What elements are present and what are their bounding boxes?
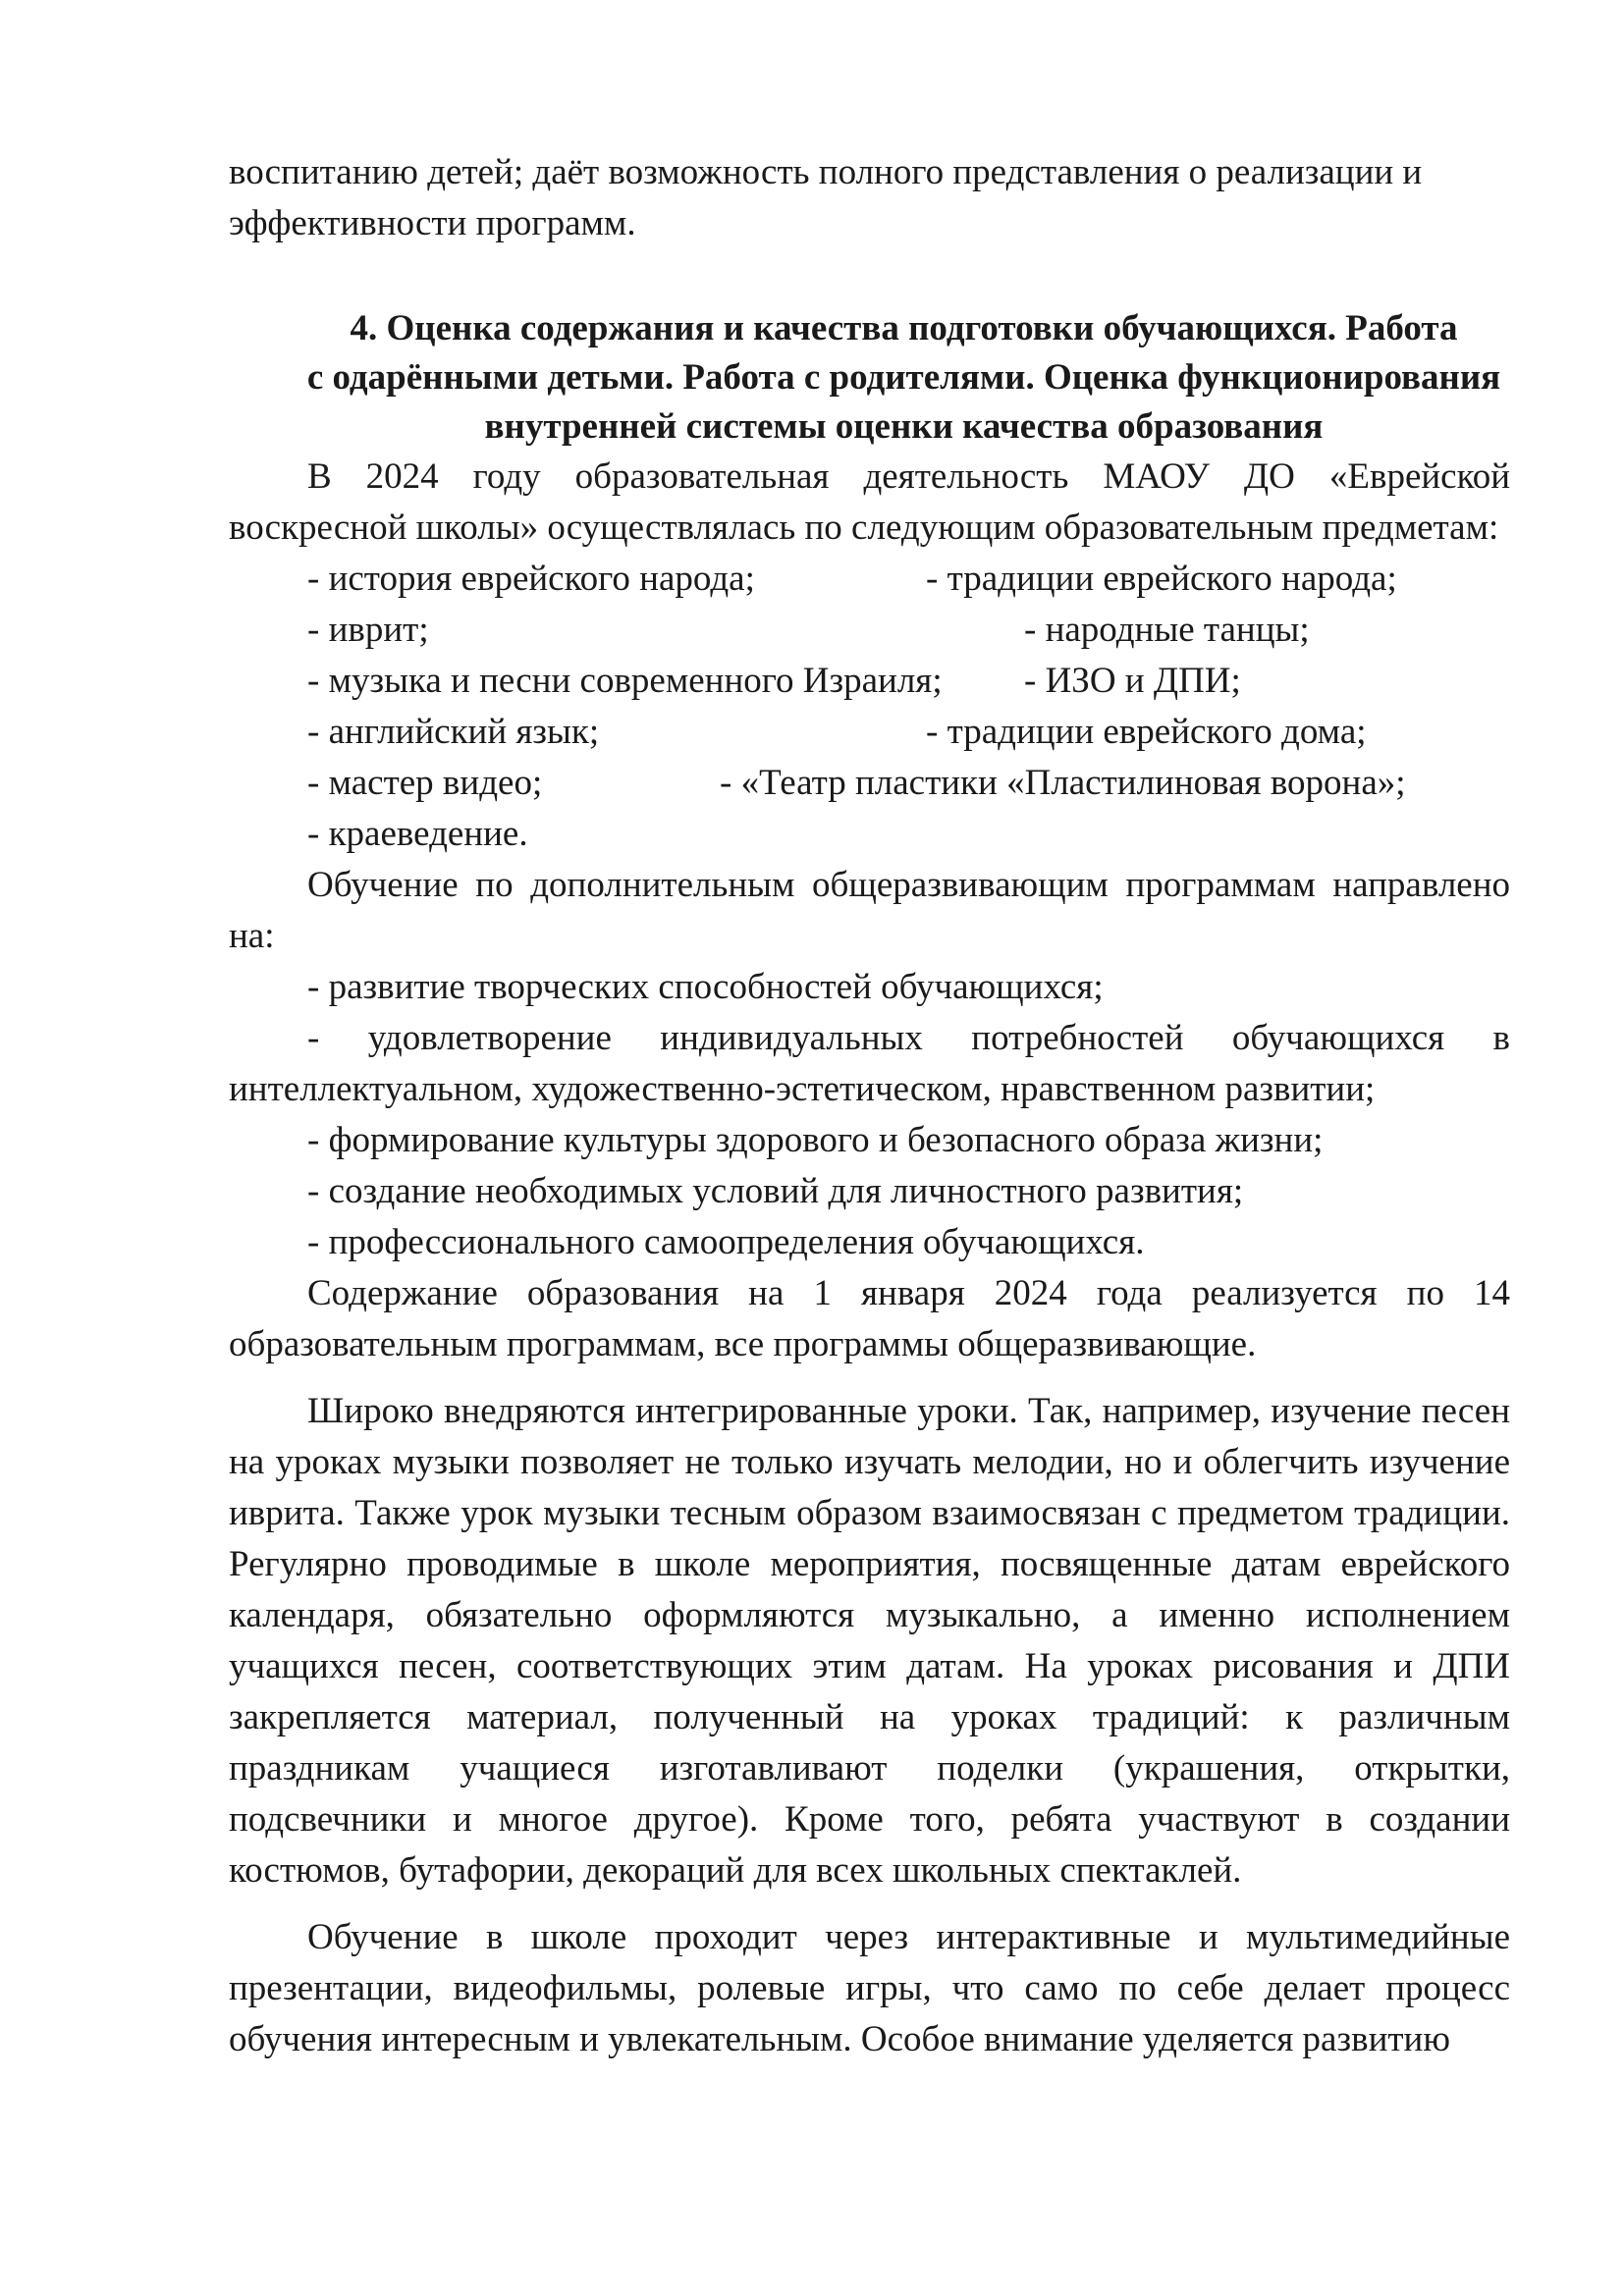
intro-line-2: эффективности программ.	[229, 203, 636, 243]
document-page	[229, 147, 1510, 2065]
subject-right: - «Театр пластики «Пластилиновая ворона»;	[720, 763, 1406, 803]
aims-intro-paragraph: Обучение по дополнительным общеразвивающим программам направлено на:	[229, 865, 1510, 956]
list-item: - развитие творческих способностей обучающихся;	[307, 967, 1104, 1007]
subject-right: - ИЗО и ДПИ;	[1024, 661, 1241, 701]
list-item	[229, 605, 1510, 656]
subject-left: - мастер видео;	[307, 763, 543, 803]
list-item	[229, 656, 1510, 707]
heading-line-1: 4. Оценка содержания и качества подготовки обучающихся. Работа	[350, 308, 1458, 348]
intro-line-1: воспитанию детей; даёт возможность полного представления о реализации и	[229, 152, 1423, 192]
subjects-list	[229, 554, 1510, 860]
list-item	[229, 554, 1510, 605]
section-heading	[229, 304, 1510, 452]
integrated-lessons-paragraph: Широко внедряются интегрированные уроки. Так, например, изучение песен на уроках музыки позволяет не только изучать мелодии, но и облегчить изучение иврита. Также урок музыки тесным образом взаимосвязан с предметом традиции. Регулярно проводимые в школе мероприятия, посвященные датам еврейского календаря, обязательно оформляются музыкально, а именно исполнением учащихся песен, соответствующих этим датам. На уроках рисования и ДПИ закрепляется материал, полученный на уроках традиций: к различным праздникам учащиеся изготавливают поделки (украшения, открытки, подсвечники и многое другое). Кроме того, ребята участвуют в создании костюмов, бутафории, декораций для всех школьных спектаклей.	[229, 1391, 1510, 1891]
list-item: - профессионального самоопределения обучающихся.	[307, 1222, 1145, 1262]
subject-left: - музыка и песни современного Израиля;	[307, 661, 943, 701]
list-item	[229, 707, 1510, 758]
subject-right: - традиции еврейского дома;	[926, 712, 1367, 752]
aims-list	[229, 962, 1510, 1268]
heading-line-3: внутренней системы оценки качества образования	[484, 406, 1324, 447]
subject-left: - краеведение.	[307, 814, 528, 854]
list-item: - формирование культуры здорового и безопасного образа жизни;	[307, 1120, 1324, 1160]
subject-left: - английский язык;	[307, 712, 600, 752]
subject-left: - история еврейского народа;	[307, 559, 755, 599]
subject-right: - народные танцы;	[1024, 610, 1310, 650]
heading-line-2: с одарёнными детьми. Работа с родителями. Оценка функционирования	[306, 357, 1501, 398]
content-paragraph: Содержание образования на 1 января 2024 года реализуется по 14 образовательным программам, все программы общеразвивающие.	[229, 1273, 1510, 1364]
intro-paragraph	[229, 147, 1510, 249]
interactive-learning-paragraph: Обучение в школе проходит через интерактивные и мультимедийные презентации, видеофильмы, ролевые игры, что само по себе делает процесс обучения интересным и увлекательным. Особое внимание уделяется развитию	[229, 1917, 1510, 2059]
list-item	[229, 758, 1510, 809]
subject-right: - традиции еврейского народа;	[926, 559, 1397, 599]
list-item: - создание необходимых условий для личностного развития;	[307, 1171, 1244, 1211]
list-item	[229, 809, 1510, 860]
subject-left: - иврит;	[307, 610, 429, 650]
list-item: - удовлетворение индивидуальных потребностей обучающихся в интеллектуальном, художественно-эстетическом, нравственном развитии;	[229, 1018, 1510, 1109]
subjects-intro-paragraph: В 2024 году образовательная деятельность МАОУ ДО «Еврейской воскресной школы» осуществлялась по следующим образовательным предметам:	[229, 456, 1510, 548]
